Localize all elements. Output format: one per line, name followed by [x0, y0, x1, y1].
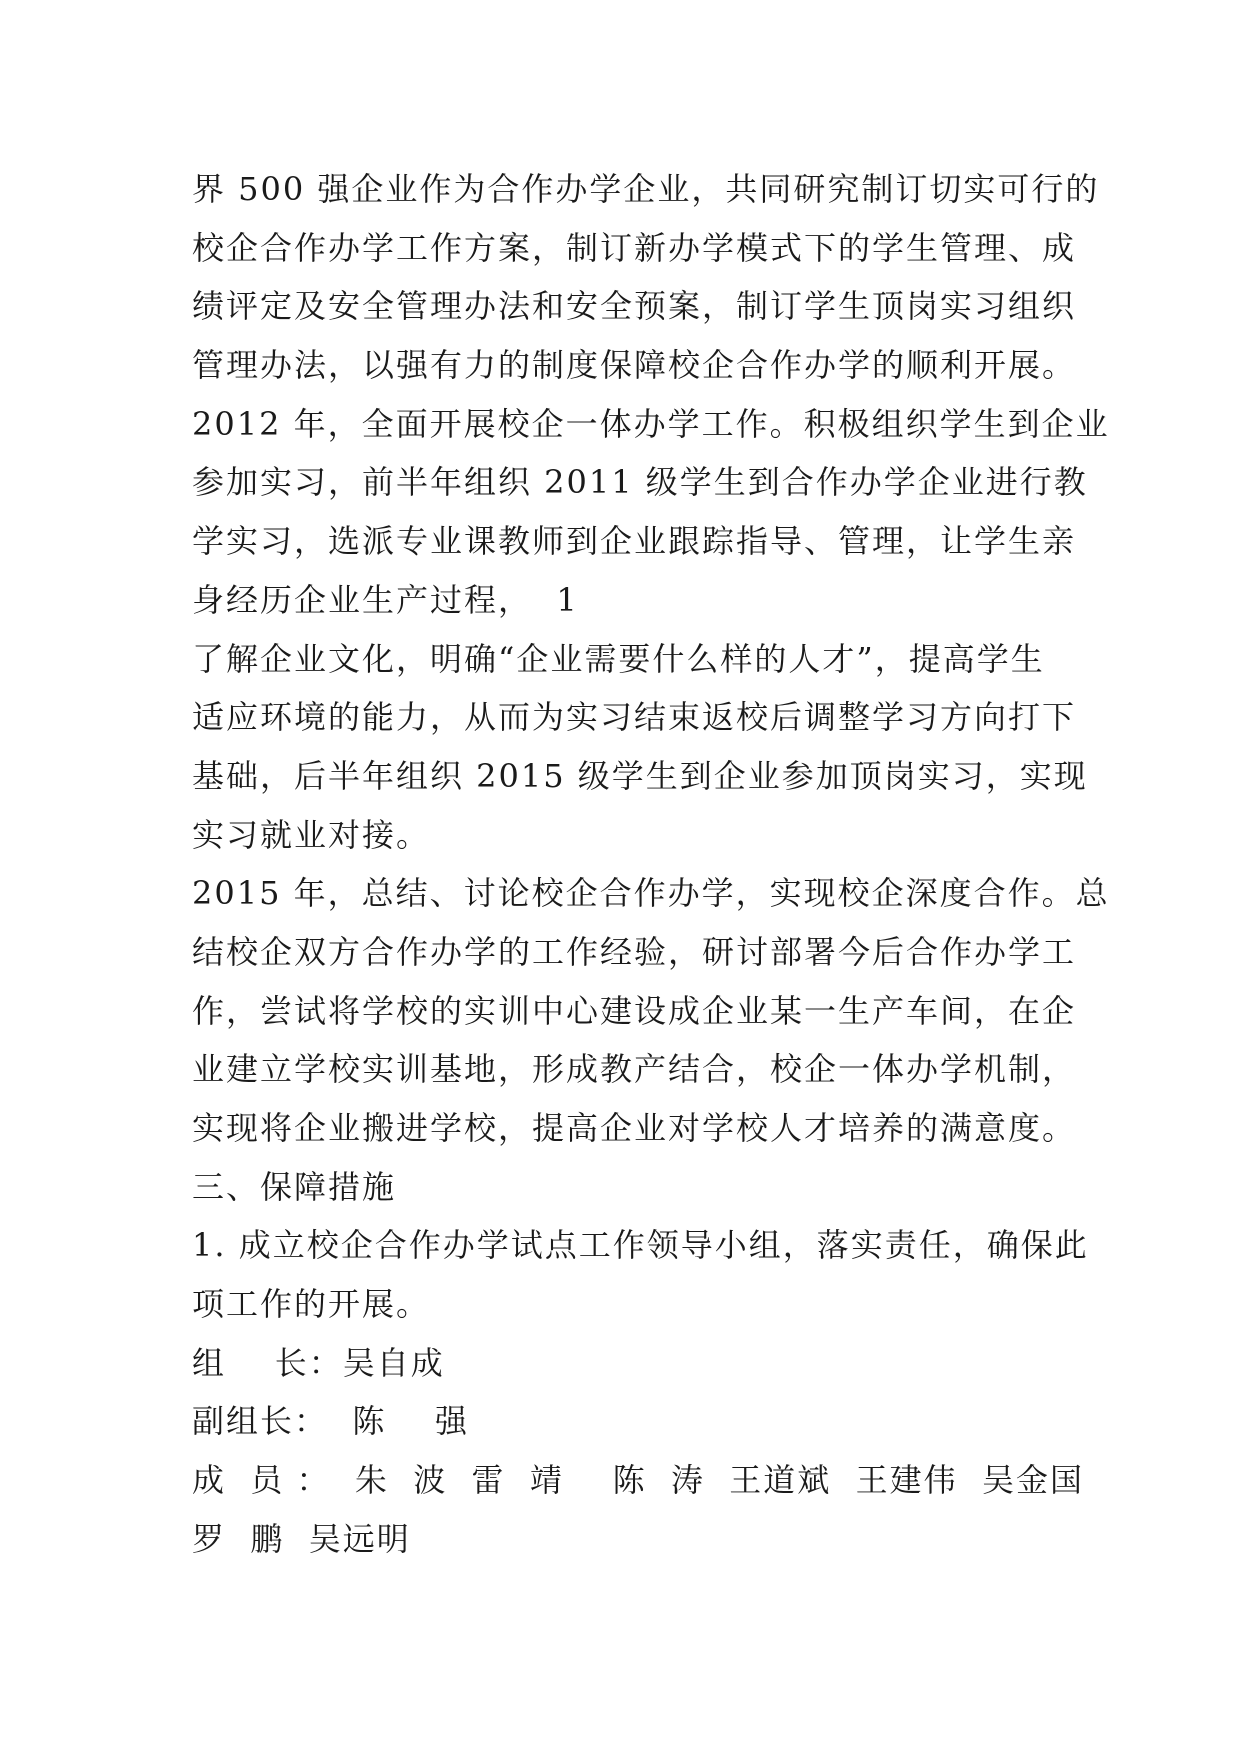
text-line: 结校企双方合作办学的工作经验，研讨部署今后合作办学工 — [192, 932, 1077, 971]
text-line: 作，尝试将学校的实训中心建设成企业某一生产车间，在企 — [192, 991, 1077, 1030]
text-line: 业建立学校实训基地，形成教产结合，校企一体办学机制， — [192, 1050, 1077, 1089]
text-line: 管理办法，以强有力的制度保障校企合作办学的顺利开展。 — [192, 346, 1077, 385]
text-line: 界 500 强企业作为合作办学企业，共同研究制订切实可行的 — [192, 170, 1100, 208]
members-line: 成 员 ： 朱 波 雷 靖 陈 涛 王道斌 王建伟 吴金国 — [192, 1461, 1084, 1500]
text-line: 绩评定及安全管理办法和安全预案，制订学生顶岗实习组织 — [192, 287, 1077, 326]
text-line: 身经历企业生产过程， 1 — [192, 580, 579, 619]
text-line: 项工作的开展。 — [192, 1285, 431, 1324]
text-line: 2012 年，全面开展校企一体办学工作。积极组织学生到企业 — [192, 404, 1110, 443]
text-line: 学实习，选派专业课教师到企业跟踪指导、管理，让学生亲 — [192, 522, 1077, 561]
text-line: 实习就业对接。 — [192, 815, 431, 854]
text-line: 1. 成立校企合作办学试点工作领导小组，落实责任，确保此 — [192, 1226, 1089, 1265]
members-line-continued: 罗 鹏 吴远明 — [192, 1519, 411, 1558]
deputy-leader-line: 副组长： 陈 强 — [192, 1402, 470, 1441]
text-line: 适应环境的能力，从而为实习结束返校后调整学习方向打下 — [192, 698, 1077, 737]
text-line: 实现将企业搬进学校，提高企业对学校人才培养的满意度。 — [192, 1109, 1077, 1147]
text-line: 2015 年，总结、讨论校企合作办学，实现校企深度合作。总 — [192, 874, 1110, 913]
section-heading: 三、保障措施 — [192, 1167, 397, 1206]
text-line: 参加实习，前半年组织 2011 级学生到合作办学企业进行教 — [192, 463, 1088, 502]
text-line: 校企合作办学工作方案，制订新办学模式下的学生管理、成 — [192, 228, 1077, 267]
team-leader-line: 组 长：吴自成 — [192, 1343, 445, 1382]
text-line: 基础，后半年组织 2015 级学生到企业参加顶岗实习，实现 — [192, 756, 1088, 795]
document-body — [192, 160, 1110, 1569]
text-line: 了解企业文化，明确“企业需要什么样的人才”，提高学生 — [192, 639, 1045, 678]
